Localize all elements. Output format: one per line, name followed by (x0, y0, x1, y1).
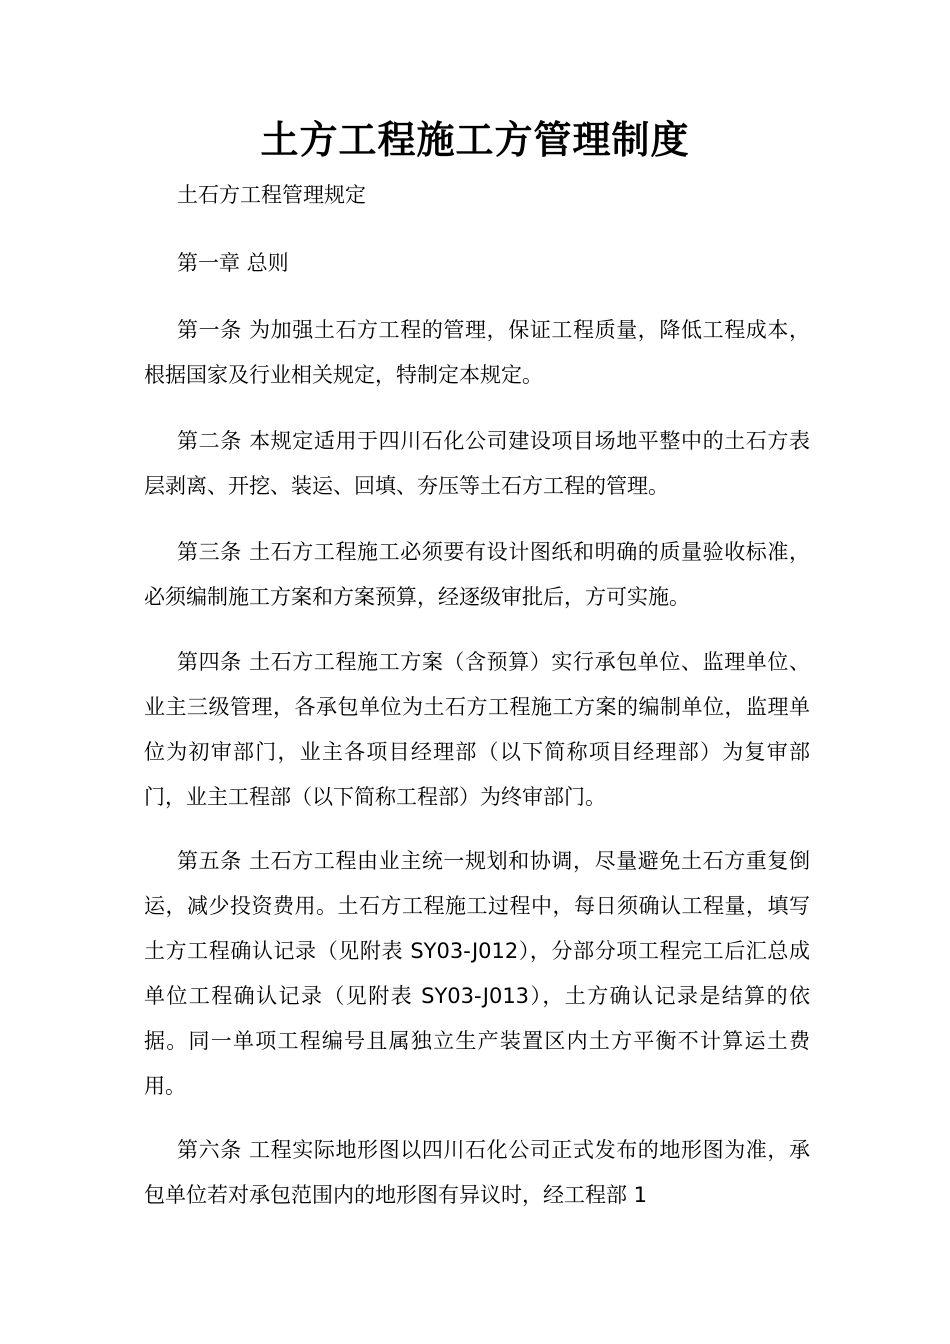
chapter-heading: 第一章 总则 (177, 251, 289, 275)
document-title: 土方工程施工方管理制度 (260, 117, 690, 162)
article-5: 第五条 土石方工程由业主统一规划和协调，尽量避免土石方重复倒运，减少投资费用。土石方工程施工过程中，每日须确认工程量，填写土方工程确认记录（见附表 SY03-J012），分部分项工程完工后汇总成单位工程确认记录（见附表 SY03-J013），土方确认记录是结算的依据。同一单项工程编号且属独立生产装置区内土方平衡不计算运土费用。 (144, 849, 810, 1098)
article-3: 第三条 土石方工程施工必须要有设计图纸和明确的质量验收标准，必须编制施工方案和方案预算，经逐级审批后，方可实施。 (144, 540, 810, 609)
article-2: 第二条 本规定适用于四川石化公司建设项目场地平整中的土石方表层剥离、开挖、装运、回填、夯压等土石方工程的管理。 (144, 429, 810, 498)
document-subtitle: 土石方工程管理规定 (177, 183, 366, 207)
article-1: 第一条 为加强土石方工程的管理，保证工程质量，降低工程成本，根据国家及行业相关规定，特制定本规定。 (144, 318, 810, 387)
article-6: 第六条 工程实际地形图以四川石化公司正式发布的地形图为准，承包单位若对承包范围内的地形图有异议时，经工程部 1 (144, 1138, 810, 1207)
article-4: 第四条 土石方工程施工方案（含预算）实行承包单位、监理单位、业主三级管理，各承包单位为土石方工程施工方案的编制单位，监理单位为初审部门，业主各项目经理部（以下简称项目经理部）为复审部门，业主工程部（以下简称工程部）为终审部门。 (144, 650, 810, 809)
